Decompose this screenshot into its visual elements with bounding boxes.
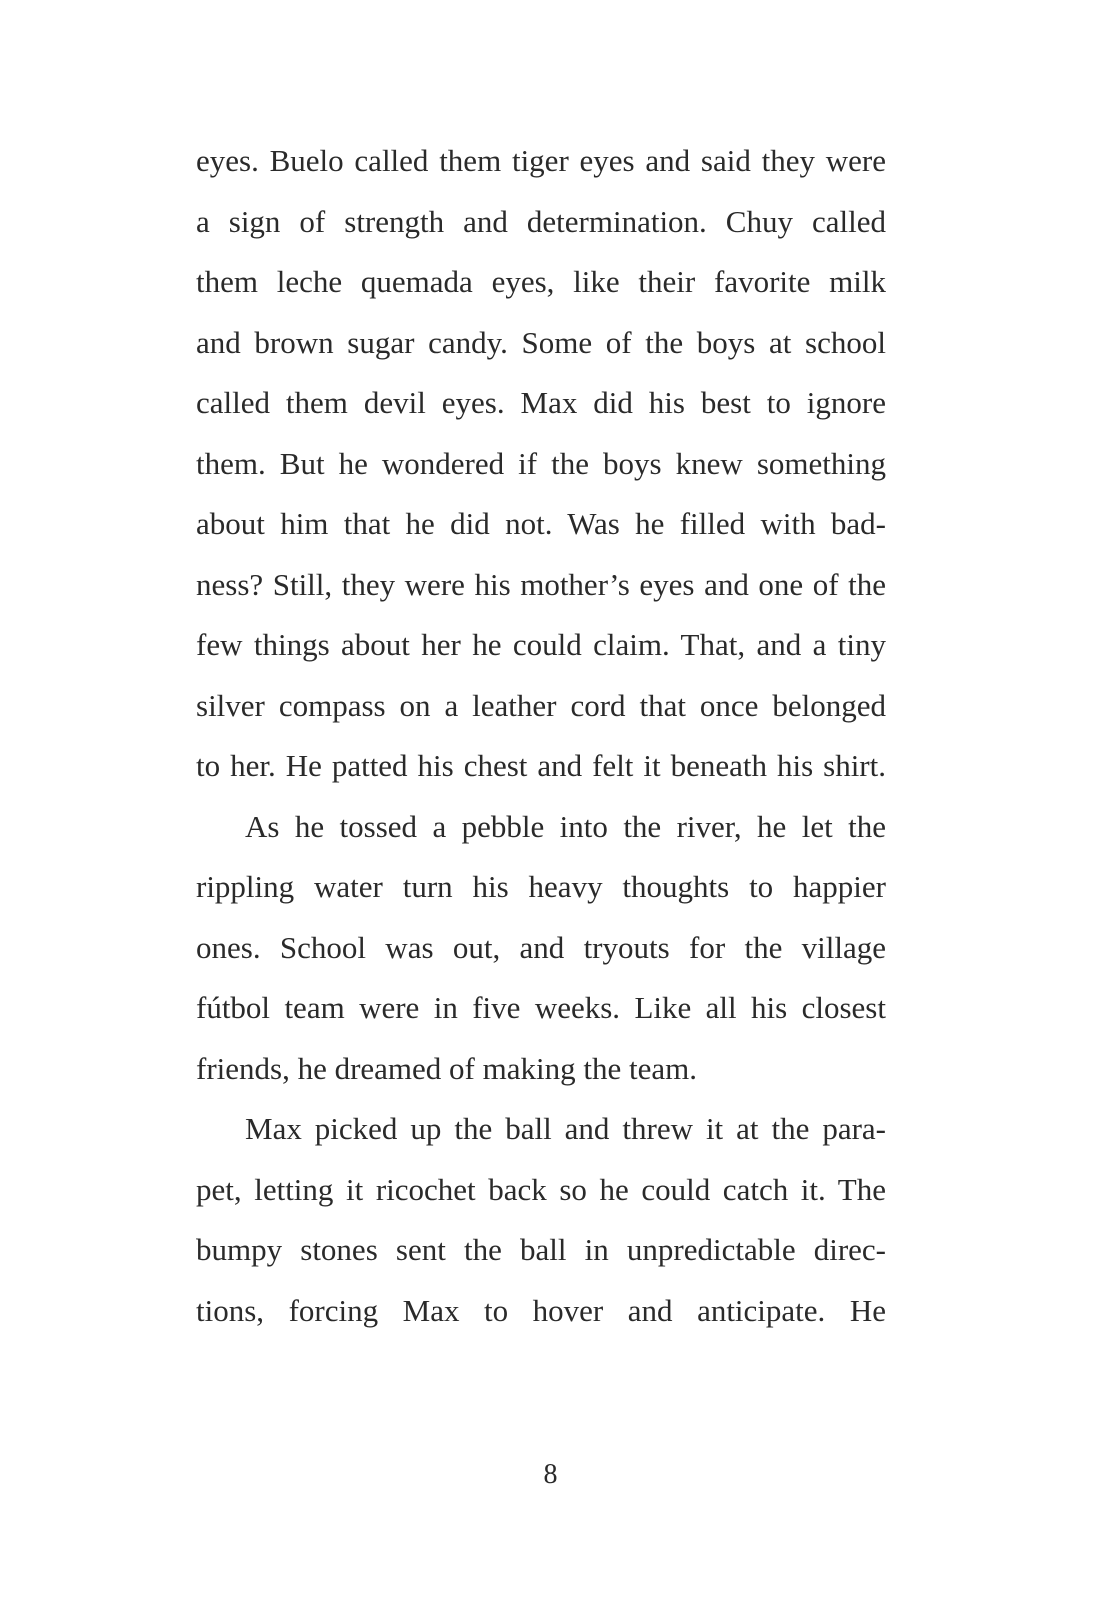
text-line: friends, he dreamed of making the team. (196, 1050, 697, 1086)
text-line: tions, forcing Max to hover and anticipate. He (196, 1292, 886, 1328)
text-line: As he tossed a pebble into the river, he let the (245, 808, 886, 844)
text-line: and brown sugar candy. Some of the boys at school (196, 324, 886, 360)
text-line: called them devil eyes. Max did his best to ignore (196, 385, 886, 420)
text-line: a sign of strength and determination. Chuy called (196, 203, 886, 239)
text-line: bumpy stones sent the ball in unpredictable direc- (196, 1232, 886, 1267)
page-number: 8 (543, 1459, 558, 1490)
body-text (196, 131, 886, 1341)
text-line: them. But he wondered if the boys knew something (196, 445, 886, 481)
text-line: them leche quemada eyes, like their favorite milk (196, 264, 886, 299)
text-line: to her. He patted his chest and felt it beneath his shirt. (196, 748, 886, 783)
text-line: silver compass on a leather cord that once belonged (196, 687, 886, 723)
text-line: few things about her he could claim. That, and a tiny (196, 627, 886, 662)
text-line: ones. School was out, and tryouts for the village (196, 929, 886, 965)
text-line: fútbol team were in five weeks. Like all his closest (196, 990, 886, 1025)
text-line: pet, letting it ricochet back so he could catch it. The (196, 1171, 886, 1207)
text-line: Max picked up the ball and threw it at the para- (245, 1111, 886, 1146)
text-line: rippling water turn his heavy thoughts to happier (196, 869, 886, 904)
text-line: eyes. Buelo called them tiger eyes and said they were (196, 143, 886, 178)
text-line: about him that he did not. Was he filled with bad- (196, 506, 886, 541)
text-line: ness? Still, they were his mother’s eyes and one of the (196, 566, 886, 602)
